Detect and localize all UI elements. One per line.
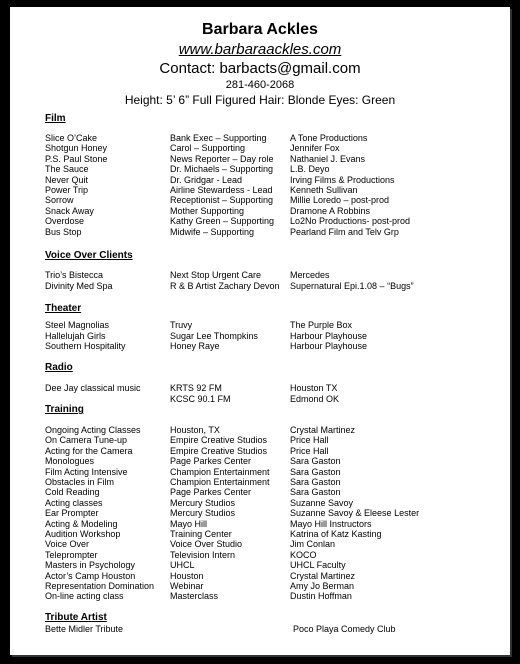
production: Nathaniel J. Evans [290, 153, 366, 164]
role-title: Cold Reading [45, 487, 100, 498]
film-row [45, 175, 485, 186]
production: Katrina of Katz Kasting [290, 529, 382, 539]
tribute-row [45, 624, 485, 635]
role-detail: Masterclass [170, 591, 219, 602]
production: Suzanne Savoy & Eleese Lester [290, 508, 420, 519]
production: Amy Jo Berman [290, 581, 355, 591]
role-title: Ear Prompter [45, 508, 99, 519]
production: A Tone Productions [290, 133, 368, 143]
role-detail: Dr. Michaels – Supporting [170, 164, 274, 175]
production: Dustin Hoffman [290, 591, 352, 602]
production: Price Hall [290, 435, 329, 446]
section-title-radio: Radio [45, 362, 73, 373]
phone-number: 281-460-2068 [225, 79, 295, 91]
role-title: Hallelujah Girls [45, 330, 106, 341]
training-row [45, 425, 485, 436]
role-title: Audition Workshop [45, 529, 121, 539]
production: Crystal Martinez [290, 570, 356, 581]
production: The Purple Box [290, 320, 353, 330]
training-row [45, 508, 485, 519]
theater-row [45, 320, 485, 331]
training-row [45, 581, 485, 592]
theater-row [45, 341, 485, 352]
role-detail: R & B Artist Zachary Devon [170, 281, 280, 291]
film-row [45, 164, 485, 175]
production: KOCO [290, 549, 317, 560]
role-detail: Champion Entertainment [170, 466, 270, 477]
voice-over-row [45, 281, 485, 292]
role-detail: Empire Creative Studios [170, 435, 268, 446]
training-row [45, 560, 485, 571]
role-detail: Mayo Hill [170, 518, 208, 529]
production: Sara Gaston [290, 477, 341, 487]
section-title-theater: Theater [45, 303, 82, 314]
training-row [45, 529, 485, 540]
role-title: On Camera Tune-up [45, 435, 128, 446]
role-title: The Sauce [45, 164, 89, 175]
role-title: Acting for the Camera [45, 445, 133, 456]
website-link[interactable]: www.barbaraackles.com [178, 41, 342, 58]
film-row [45, 227, 485, 238]
role-detail: KRTS 92 FM [170, 383, 222, 393]
production: Millie Loredo – post-prod [290, 195, 390, 206]
role-title: P.S. Paul Stone [45, 153, 108, 164]
training-row [45, 467, 485, 478]
role-detail: Empire Creative Studios [170, 445, 268, 456]
role-title: On-line acting class [45, 591, 124, 602]
role-title: Shotgun Honey [45, 143, 108, 154]
role-detail: Page Parkes Center [170, 487, 252, 498]
training-row [45, 550, 485, 561]
role-detail: Houston [170, 570, 204, 581]
role-detail: Voice Over Studio [170, 539, 243, 550]
actor-name: Barbara Ackles [202, 21, 318, 38]
training-row [45, 446, 485, 457]
role-title: Teleprompter [45, 549, 98, 560]
role-detail: Training Center [170, 529, 232, 539]
role-title: Dee Jay classical music [45, 383, 141, 393]
training-row [45, 498, 485, 509]
production: Mercedes [290, 270, 330, 280]
role-detail: Champion Entertainment [170, 477, 270, 487]
role-detail: Sugar Lee Thompkins [170, 330, 258, 341]
production: Mayo Hill Instructors [290, 518, 372, 529]
training-row [45, 539, 485, 550]
role-title: Obstacles in Film [45, 477, 115, 487]
production: Irving Films & Productions [290, 174, 395, 185]
production: Poco Playa Comedy Club [293, 624, 396, 634]
role-title: Ongoing Acting Classes [45, 425, 141, 435]
resume-page [10, 7, 510, 655]
training-row [45, 477, 485, 488]
role-detail: Bank Exec – Supporting [170, 133, 267, 143]
role-detail: Honey Raye [170, 341, 220, 351]
production: L.B. Deyo [290, 164, 330, 175]
physical-stats: Height: 5’ 6” Full Figured Hair: Blonde Eyes: Green [124, 93, 396, 107]
training-row [45, 456, 485, 467]
film-row [45, 195, 485, 206]
role-title: Steel Magnolias [45, 320, 110, 330]
role-title: Never Quit [45, 174, 89, 185]
role-detail: Next Stop Urgent Care [170, 270, 262, 280]
role-title: Representation Domination [45, 581, 155, 591]
production: Pearland Film and Telv Grp [290, 226, 399, 237]
contact-email: Contact: barbacts@gmail.com [159, 60, 361, 77]
training-row [45, 591, 485, 602]
production: Edmond OK [290, 393, 340, 404]
role-detail: Dr. Gridgar - Lead [170, 174, 243, 185]
production: Houston TX [290, 383, 338, 393]
section-title-training: Training [45, 404, 84, 415]
role-title: Monologues [45, 456, 95, 467]
role-title: Southern Hospitality [45, 341, 126, 351]
production: Supernatural Epi.1.08 – “Bugs” [290, 281, 414, 291]
role-title: Snack Away [45, 205, 94, 216]
role-title: Masters in Psychology [45, 560, 136, 571]
role-title: Actor’s Camp Houston [45, 570, 136, 581]
radio-row [45, 383, 485, 394]
role-detail: Kathy Green – Supporting [170, 216, 275, 227]
role-detail: KCSC 90.1 FM [170, 393, 231, 404]
training-row [45, 487, 485, 498]
role-detail: Midwife – Supporting [170, 226, 255, 237]
role-detail: Mercury Studios [170, 508, 236, 519]
film-row [45, 133, 485, 144]
production: Jim Conlan [290, 539, 336, 550]
role-title: Film Acting Intensive [45, 466, 128, 477]
production: Harbour Playhouse [290, 330, 368, 341]
production: Sara Gaston [290, 487, 341, 498]
role-title: Bette Midler Tribute [45, 624, 124, 634]
role-title: Sorrow [45, 195, 74, 206]
role-title: Bus Stop [45, 226, 82, 237]
production: Dramone A Robbins [290, 205, 371, 216]
radio-row [45, 394, 485, 405]
section-title-voice-over: Voice Over Clients [45, 250, 133, 261]
production: Lo2No Productions- post-prod [290, 216, 411, 227]
role-title: Overdose [45, 216, 85, 227]
role-detail: UHCL [170, 560, 195, 571]
film-row [45, 154, 485, 165]
role-detail: Houston, TX [170, 425, 220, 435]
role-title: Acting & Modeling [45, 518, 118, 529]
role-title: Power Trip [45, 185, 89, 195]
role-detail: Mercury Studios [170, 497, 236, 508]
production: Sara Gaston [290, 456, 341, 467]
production: Kenneth Sullivan [290, 185, 358, 195]
role-title: Voice Over [45, 539, 90, 550]
film-row [45, 143, 485, 154]
film-row [45, 206, 485, 217]
role-detail: Receptionist – Supporting [170, 195, 274, 206]
film-row [45, 185, 485, 196]
role-detail: Television Intern [170, 549, 236, 560]
role-title: Slice O’Cake [45, 133, 98, 143]
role-detail: Webinar [170, 581, 204, 591]
section-title-tribute: Tribute Artist [45, 612, 107, 623]
training-row [45, 571, 485, 582]
role-title: Acting classes [45, 497, 103, 508]
training-row [45, 435, 485, 446]
theater-row [45, 331, 485, 342]
production: Jennifer Fox [290, 143, 340, 154]
production: Sara Gaston [290, 466, 341, 477]
voice-over-row [45, 270, 485, 281]
role-detail: News Reporter – Day role [170, 153, 274, 164]
production: Price Hall [290, 445, 329, 456]
section-title-film: Film [45, 113, 66, 124]
production: Crystal Martinez [290, 425, 356, 435]
role-detail: Mother Supporting [170, 205, 245, 216]
role-title: Divinity Med Spa [45, 281, 113, 291]
production: Suzanne Savoy [290, 497, 354, 508]
production: Harbour Playhouse [290, 341, 368, 351]
role-title: Trio’s Bistecca [45, 270, 104, 280]
training-row [45, 519, 485, 530]
role-detail: Carol – Supporting [170, 143, 246, 154]
production: UHCL Faculty [290, 560, 346, 571]
film-row [45, 216, 485, 227]
role-detail: Truvy [170, 320, 193, 330]
role-detail: Airline Stewardess - Lead [170, 185, 273, 195]
role-detail: Page Parkes Center [170, 456, 252, 467]
